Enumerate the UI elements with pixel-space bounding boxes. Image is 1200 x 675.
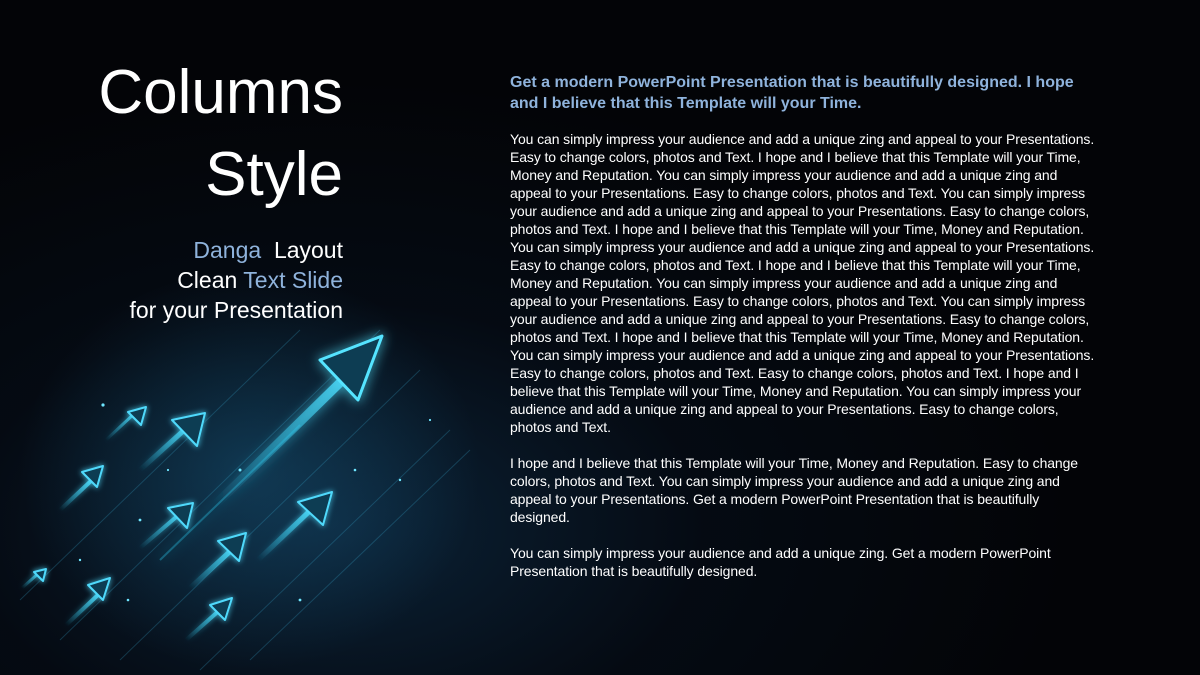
subtitle-accent-word: Danga: [193, 237, 262, 263]
subtitle-word: Layout: [273, 237, 343, 263]
text-column: [510, 72, 1100, 598]
slide-subtitle: [129, 235, 343, 325]
body-paragraph-1: You can simply impress your audience and add a unique zing and appeal to your Presentations. Easy to change colors, photos and Text. I hope and I believe that this Template will your Time, Money and Reputation. You can simply impress your audience and add a unique zing and appeal to your Presentations. Easy to change colors, photos and Text. You can simply impress your audience and add a unique zing and appeal to your Presentations. Easy to change colors, photos and Text. I hope and I believe that this Template will your Time, Money and Reputation. You can simply impress your audience and add a unique zing and appeal to your Presentations. Easy to change colors, photos and Text. I hope and I believe that this Template will your Time, Money and Reputation. You can simply impress your audience and add a unique zing and appeal to your Presentations. Easy to change colors, photos and Text. You can simply impress your audience and add a unique zing and appeal to your Presentations. Easy to change colors, photos and Text. I hope and I believe that this Template will your Time, Money and Reputation. You can simply impress your audience and add a unique zing and appeal to your Presentations. Easy to change colors, photos and Text. Easy to change colors, photos and Text. I hope and I believe that this Template will your Time, Money and Reputation. You can simply impress your audience and add a unique zing and appeal to your Presentations. Easy to change colors, photos and Text.: [510, 131, 1095, 435]
subtitle-accent-phrase: Text Slide: [243, 267, 343, 293]
subtitle-line-2: [129, 265, 343, 295]
title-line-1: Columns: [98, 58, 343, 127]
subtitle-line-1: [129, 235, 343, 265]
title-line-2: Style: [205, 140, 343, 209]
body-paragraph-3: You can simply impress your audience and add a unique zing. Get a modern PowerPoint Presentation that is beautifully designed.: [510, 545, 1051, 579]
body-paragraph-2: I hope and I believe that this Template will your Time, Money and Reputation. Easy to change colors, photos and Text. You can simply impress your audience and add a unique zing and appeal to your Presentations. Get a modern PowerPoint Presentation that is beautifully designed.: [510, 455, 1078, 525]
subtitle-word: Clean: [177, 267, 238, 293]
subtitle-line-3: for your Presentation: [129, 297, 343, 323]
slide-title: [98, 52, 343, 216]
lead-heading: Get a modern PowerPoint Presentation that is beautifully designed. I hope and I believe that this Template will your Time.: [510, 74, 1074, 112]
